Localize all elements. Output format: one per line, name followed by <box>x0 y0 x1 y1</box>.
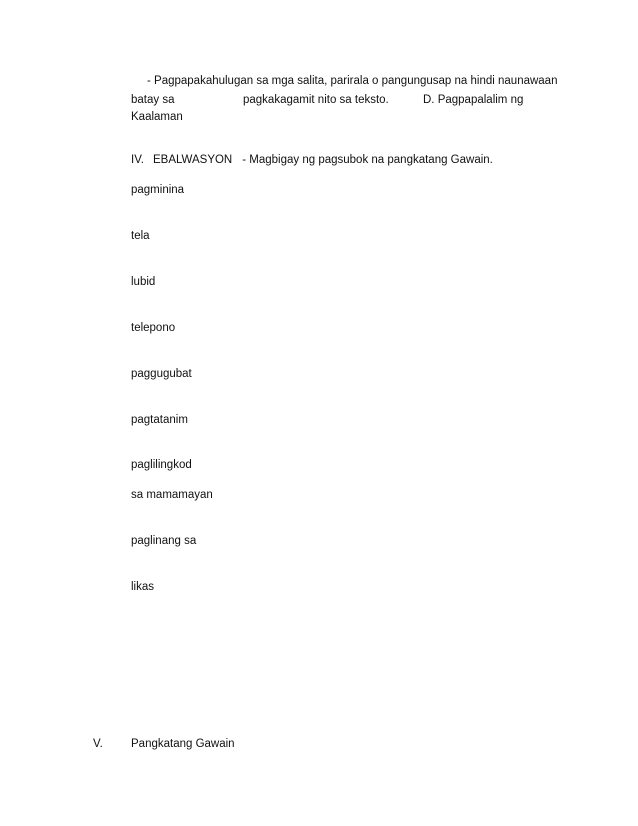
section-title: Pangkatang Gawain <box>131 738 235 750</box>
evaluation-number: IV. <box>131 154 145 166</box>
intro-line-2-end: D. Pagpapalalim ng <box>423 94 524 106</box>
evaluation-heading <box>131 153 493 167</box>
intro-line-3: Kaalaman <box>131 111 183 123</box>
intro-line-2-start: batay sa <box>131 94 175 106</box>
list-item: lubid <box>131 276 156 288</box>
section-number: V. <box>93 738 103 750</box>
intro-line-1: - Pagpapakahulugan sa mga salita, parirala o pangungusap na hindi naunawaan <box>147 75 558 87</box>
list-item: sa mamamayan <box>131 489 213 501</box>
evaluation-instruction: - Magbigay ng pagsubok na pangkatang Gawain. <box>242 154 493 166</box>
evaluation-label: EBALWASYON <box>153 154 233 166</box>
list-item: pagminina <box>131 184 185 196</box>
list-item: telepono <box>131 322 176 334</box>
list-item: paglinang sa <box>131 535 197 547</box>
list-item: pagtatanim <box>131 414 188 426</box>
intro-line-2-middle: pagkakagamit nito sa teksto. <box>243 94 389 106</box>
list-item: paglilingkod <box>131 459 192 471</box>
list-item: likas <box>131 581 155 593</box>
list-item: tela <box>131 230 150 242</box>
list-item: paggugubat <box>131 368 192 380</box>
